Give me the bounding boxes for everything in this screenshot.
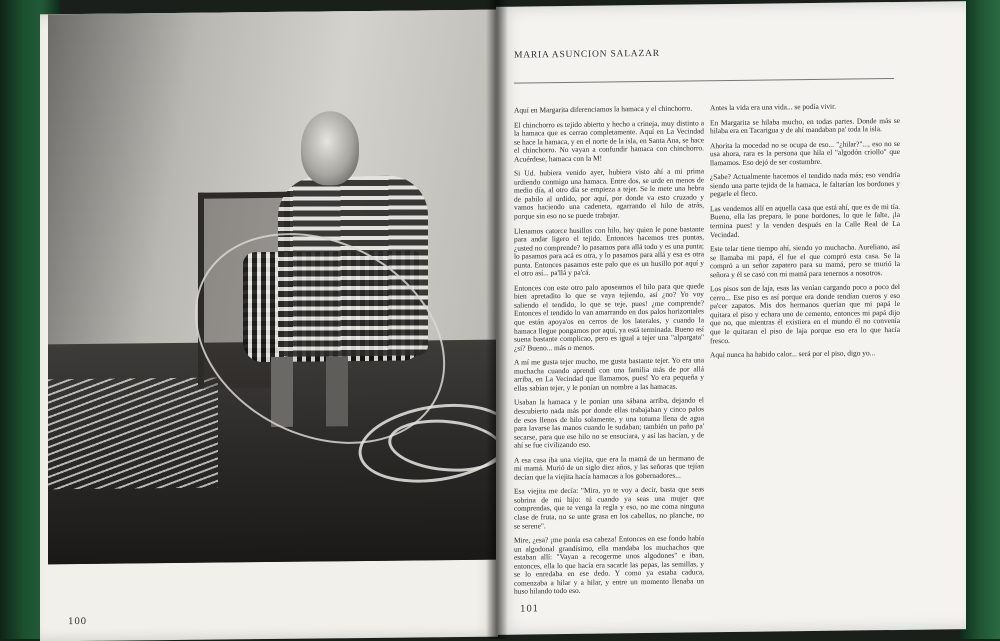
paragraph: Mire, ¿esa? ¡me ponía esa cabeza! Entonces en ese fondo había un algodonal grandísimo, ella mandaba los muchachos que estaban allí: "Vayan a recogerme unos algodones" e iban, entonces, ella lo que hacía era sacarle las pepas, las semillas, y se lo enredaba en ese dedo. Y como ya estaba caduca, comenzaba a hilar y a hilar, y entre un momento llenaba un huso hilando todo eso. <box>514 533 704 596</box>
paragraph: Llenamos catorce husillos con hilo, hay quien le pone bastante para andar ligero el tejido. Entonces hacemos tres puntas, ¿usted no comprende? lo pasamos para allá todo y es una punta; lo pasamos para acá es otra, y lo pasamos para allá y esa es otra punta. Entonces pasamos este palo que es un husillo por aquí y el otro así... pa'llá y pa'cá. <box>514 223 704 278</box>
photograph-weaver <box>48 10 496 565</box>
photo-palm-fronds <box>48 378 218 490</box>
text-column-1 <box>514 104 704 602</box>
right-page <box>496 1 966 635</box>
book-spine <box>486 0 508 639</box>
running-head: MARIA ASUNCION SALAZAR <box>514 48 660 61</box>
paragraph: En Margarita se hilaba mucho, en todas partes. Donde más se hilaba era en Tacarigua y de ahí mandaban pa' toda la isla. <box>710 115 900 136</box>
page-number-right: 101 <box>520 604 539 615</box>
text-column-2 <box>710 102 900 366</box>
page-number-left: 100 <box>68 616 87 628</box>
photo-figure-head <box>301 111 359 186</box>
paragraph: Aquí nunca ha habido calor... será por el piso, digo yo... <box>710 348 876 360</box>
paragraph: ¿Sabe? Actualmente hacemos el tendido nada más; eso vendría siendo una parte tejida de la hamaca, le faltarían los bordones y pegarle el fleco. <box>710 170 900 199</box>
paragraph: Antes la vida era una vida... se podía vivir. <box>710 101 837 113</box>
paragraph: Si Ud. hubiera venido ayer, hubiera visto ahí a mi prima urdiendo conmigo una hamaca. Entre dos, se urde en menos de medio día, al otro día se empieza a tejer. Se le mete una hebra de pabilo al urdido, por aquí, por donde va esto cruzado y vamos haciendo una cadeneta, agarrando el hilo de atrás, porque sin eso no se puede trabajar. <box>514 166 704 221</box>
paragraph: Usaban la hamaca y le ponían una sábana arriba, dejando el descubierto nada más por donde ellas trabajaban y cinco palos de esos llenos de hilo solamente, y una totuma llena de agua para lavarse las manos cuando le sudaban; también un paño pa' secarse, para que ese hilo no se ensuciara, y así las hacían, y de ahí se fue civilizando eso. <box>514 395 704 450</box>
paragraph: Esa viejita me decía: "Mira, yo te voy a decir, basta que seas sobrina de mi hijo: tú cuando ya seas una mujer que comprendas, que te venga la regla y eso, no me coma ninguna clase de fruta, no se unte grasa en los cabellos, no planche, no se serene". <box>514 484 704 531</box>
paragraph: Aquí en Margarita diferenciamos la hamaca y el chinchorro. <box>514 103 693 115</box>
header-rule <box>514 78 894 84</box>
paragraph: Las vendemos allí en aquella casa que está ahí, que es de mi tía. Bueno, ella las prepara, le pone bordones, lo que le falte, ¡la termina pues! y la venden después en la Calle Real de La Vecindad. <box>710 201 900 239</box>
paragraph: A mí me gusta tejer mucho, me gusta bastante tejer. Yo era una muchacha cuando aprendí con una familia más de por allá arriba, en La Vecindad que llamamos, pues! Yo era pequeña y ellas sabían tejer, y le ponían un nombre a las hamacas. <box>514 355 704 393</box>
paragraph: A esa casa iba una viejita, que era la mamá de un hermano de mi mamá. Murió de un siglo diez años, y las señoras que tejían decían que la viejita hacía hamacas a los gobernadores... <box>514 453 704 482</box>
left-page <box>40 10 498 641</box>
book-cover-right-edge <box>960 0 1000 639</box>
paragraph: Ahorita la mocedad no se ocupa de eso... "¿hilar?"..., eso no se usa ahora, rara es la persona que hila el "algodón criollo" que llamamos. Eso dejó de ser costumbre. <box>710 138 900 167</box>
paragraph: Entonces con este otro palo aposeamos el hilo para que quede bien apretadito lo que se vaya tejiendo, así ¿no? Yo voy saliendo el tendido, lo que se teje, pues! ¿me comprende? Entonces el tendido lo van amarrando en dos palos horizontales que están apoya'os en cerros de los laterales, y cuando la hamaca llegue pongamos por aquí, ya está terminada. Bueno así suena bastante complicao, pero es igual a tejer una "alpargata" ¿sí? Bueno... más o menos. <box>514 281 704 353</box>
paragraph: Los pisos son de laja, esas las venían cargando poco a poco del cerro... Ese piso es así porque era donde tendían cueros y eso pa'cer zapatos. Mis dos hermanos querían que mi papá le quitara el piso y echara uno de cemento, entonces mi papá dijo que no, que mientras él existiera en el mundo él no convenía que le quitaran el piso de laja porque eso era lo que hacía fresco. <box>710 282 900 345</box>
paragraph: El chinchorro es tejido abierto y hecho a crineja, muy distinto a la hamaca que es cerrao completamente. Aquí en La Vecindad se hace la hamaca, y en el norte de la isla, en Santa Ana, se hace el chinchorro. No vayan a confundir hamaca con chinchorro. Acuérdese, hamaca con la M! <box>514 117 704 164</box>
paragraph: Este telar tiene tiempo ahí, siendo yo muchacha. Aureliano, así se llamaba mi papá, él fue el que compró esta casa. Se la compró a un señor zapatero para su mamá, pero se murió la señora y él se casó con mi mamá para tenernos a nosotros. <box>710 242 900 280</box>
